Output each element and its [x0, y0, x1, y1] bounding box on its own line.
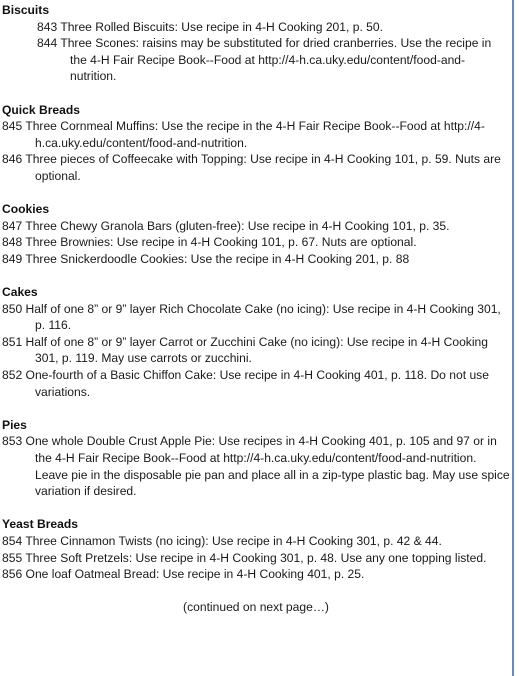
section-heading: Cookies: [2, 202, 50, 217]
document-content: [2, 2, 510, 616]
section-pies: [2, 417, 510, 500]
section-cakes: [2, 284, 510, 400]
section-heading: Pies: [2, 417, 27, 432]
list-item: 843 Three Rolled Biscuits: Use recipe in 4-H Cooking 201, p. 50.: [37, 19, 383, 34]
list-item: 844 Three Scones: raisins may be substituted for dried cranberries. Use the recipe in the 4-H Fair Recipe Book--Food at http://4-h.ca.uky.edu/content/food-and-nutrition.: [37, 36, 492, 84]
list-item: 854 Three Cinnamon Twists (no icing): Use recipe in 4-H Cooking 301, p. 42 & 44.: [2, 534, 442, 548]
section-heading: Quick Breads: [2, 102, 80, 117]
page-edge-border: [512, 0, 519, 676]
section-yeast-breads: [2, 516, 510, 582]
section-cookies: [2, 201, 510, 267]
list-item: 850 Half of one 8” or 9” layer Rich Chocolate Cake (no icing): Use recipe in 4-H Cooking 301, p. 116.: [2, 301, 501, 333]
section-heading: Yeast Breads: [2, 517, 78, 532]
list-item: 853 One whole Double Crust Apple Pie: Use recipes in 4-H Cooking 401, p. 105 and 97 or in the 4-H Fair Recipe Book--Food at http://4-h.ca.uky.edu/content/food-and-nutrition. Leave pie in the disposable pie pan and place all in a zip-type plastic bag. May use spice variation if desired.: [2, 434, 510, 499]
list-item: 846 Three pieces of Coffeecake with Topping: Use recipe in 4-H Cooking 101, p. 59. Nuts are optional.: [2, 152, 501, 183]
list-item: 851 Half of one 8” or 9” layer Carrot or Zucchini Cake (no icing): Use recipe in 4-H Cooking 301, p. 119. May use carrots or zucchini.: [2, 334, 488, 366]
list-item: 852 One-fourth of a Basic Chiffon Cake: Use recipe in 4-H Cooking 401, p. 118. Do not use variations.: [2, 368, 489, 399]
list-item: 845 Three Cornmeal Muffins: Use the recipe in the 4-H Fair Recipe Book--Food at http://4-h.ca.uky.edu/content/food-and-nutrition.: [2, 119, 485, 150]
list-item: 847 Three Chewy Granola Bars (gluten-free): Use recipe in 4-H Cooking 101, p. 35.: [2, 218, 450, 233]
section-quick-breads: [2, 102, 510, 185]
list-item: 849 Three Snickerdoodle Cookies: Use the recipe in 4-H Cooking 201, p. 88: [2, 251, 410, 266]
section-heading: Cakes: [2, 285, 38, 300]
continued-note: (continued on next page…): [183, 600, 329, 615]
section-heading: Biscuits: [2, 3, 50, 17]
list-item: 855 Three Soft Pretzels: Use recipe in 4-H Cooking 301, p. 48. Use any one topping listed.: [2, 550, 487, 565]
list-item: 856 One loaf Oatmeal Bread: Use recipe in 4-H Cooking 401, p. 25.: [2, 567, 365, 582]
section-biscuits: [2, 2, 510, 85]
list-item: 848 Three Brownies: Use recipe in 4-H Cooking 101, p. 67. Nuts are optional.: [2, 235, 417, 250]
